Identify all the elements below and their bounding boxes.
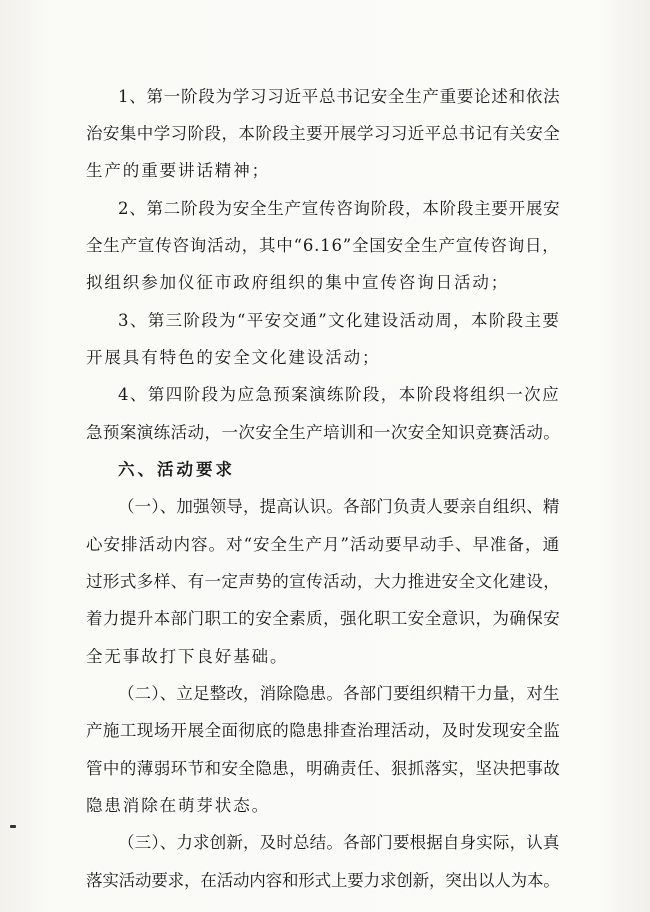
- requirement-1-line-5: 全无事故打下良好基础。: [86, 647, 289, 666]
- requirement-1-line-2: 心安排活动内容。对“安全生产月”活动要早动手、早准备，通: [86, 535, 561, 554]
- paragraph-stage-2-line-2: 全生产宣传咨询活动，其中“6.16”全国安全生产宣传咨询日，: [86, 236, 560, 255]
- requirement-2-line-1: （二）、立足整改，消除隐患。各部门要组织精干力量，对生: [118, 684, 560, 703]
- requirement-3-line-1: （三）、力求创新，及时总结。各部门要根据自身实际，认真: [118, 833, 560, 852]
- requirement-2-line-3: 管中的薄弱环节和安全隐患，明确责任、狠抓落实，坚决把事故: [86, 759, 561, 778]
- paragraph-stage-2-line-1: 2、第二阶段为安全生产宣传咨询阶段，本阶段主要开展安: [118, 199, 561, 218]
- requirement-2-line-4: 隐患消除在萌芽状态。: [86, 796, 270, 815]
- paragraph-stage-4-line-1: 4、第四阶段为应急预案演练阶段，本阶段将组织一次应: [118, 385, 560, 404]
- paragraph-stage-4-line-2: 急预案演练活动，一次安全生产培训和一次安全知识竞赛活动。: [86, 423, 561, 442]
- paragraph-stage-3-line-2: 开展具有特色的安全文化建设活动；: [86, 348, 381, 367]
- requirement-3-line-2: 落实活动要求，在活动内容和形式上要力求创新，突出以人为本。: [86, 871, 560, 890]
- requirement-1-line-4: 着力提升本部门职工的安全素质，强化职工安全意识，为确保安: [86, 609, 561, 628]
- paragraph-stage-1-line-2: 治安集中学习阶段，本阶段主要开展学习习近平总书记有关安全: [86, 124, 561, 143]
- paragraph-stage-1-line-3: 生产的重要讲话精神；: [86, 161, 270, 180]
- requirement-1-line-3: 过形式多样、有一定声势的宣传活动，大力推进安全文化建设，: [86, 572, 561, 591]
- paragraph-stage-2-line-3: 拟组织参加仪征市政府组织的集中宣传咨询日活动；: [86, 273, 510, 292]
- paragraph-stage-1-line-1: 1、第一阶段为学习习近平总书记安全生产重要论述和依法: [118, 87, 561, 106]
- scan-speck: [10, 825, 16, 828]
- requirement-1-line-1: （一）、加强领导，提高认识。各部门负责人要亲自组织、精: [118, 497, 560, 516]
- section-heading-activity-requirements: 六、活动要求: [118, 460, 235, 479]
- requirement-2-line-2: 产施工现场开展全面彻底的隐患排查治理活动，及时发现安全监: [86, 721, 561, 740]
- paragraph-stage-3-line-1: 3、第三阶段为“平安交通”文化建设活动周，本阶段主要: [118, 311, 561, 330]
